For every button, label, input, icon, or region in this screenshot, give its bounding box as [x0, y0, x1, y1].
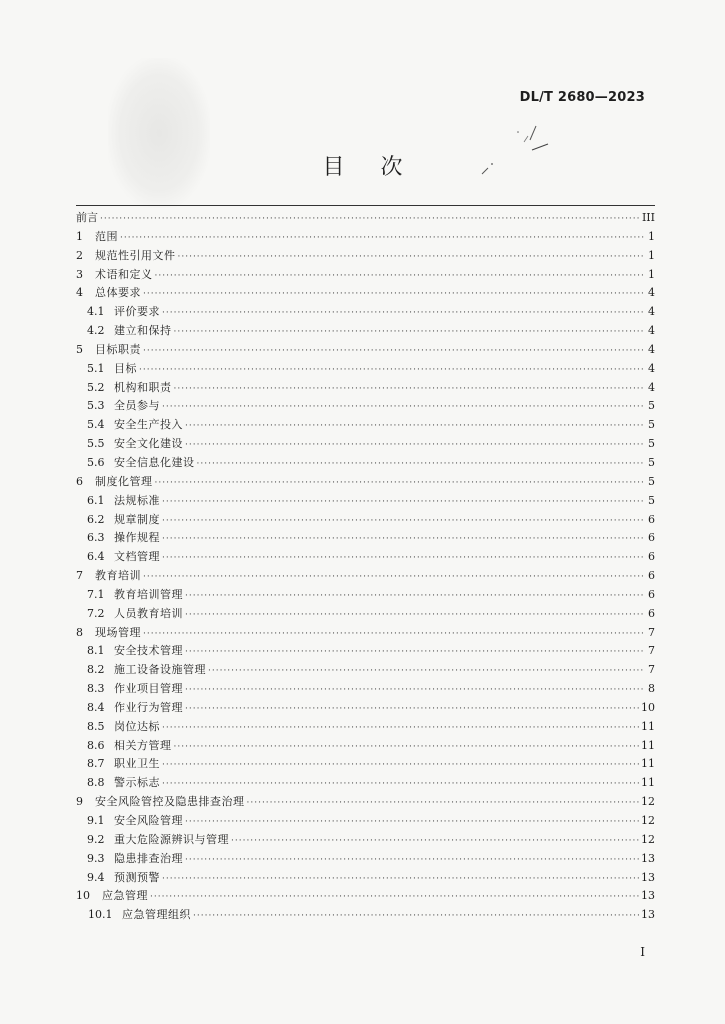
- toc-entry[interactable]: [76, 209, 655, 228]
- toc-entry-page: 6: [648, 587, 655, 601]
- dot-leader: [143, 568, 645, 587]
- dot-leader: [185, 851, 639, 870]
- toc-entry-page: 11: [641, 776, 655, 790]
- toc-entry-number: 4.1: [87, 305, 105, 319]
- toc-entry-page: 13: [641, 870, 655, 884]
- dot-leader: [162, 870, 639, 889]
- toc-entry[interactable]: [76, 341, 655, 360]
- toc-entry-label: 现场管理: [95, 625, 141, 639]
- toc-entry[interactable]: [76, 397, 655, 416]
- toc-entry[interactable]: [76, 567, 655, 586]
- toc-entry-label: 重大危险源辨识与管理: [114, 832, 229, 846]
- dot-leader: [143, 625, 645, 644]
- dot-leader: [143, 285, 645, 304]
- dot-leader: [185, 643, 645, 662]
- page-number: I: [640, 945, 645, 959]
- toc-entry-page: 4: [648, 324, 655, 338]
- toc-entry-label: 文档管理: [114, 550, 160, 564]
- toc-entry-label: 目标职责: [95, 342, 141, 356]
- toc-entry-number: 5.2: [87, 380, 105, 394]
- document-code: DL/T 2680—2023: [519, 90, 645, 105]
- dot-leader: [162, 756, 639, 775]
- dot-leader: [139, 361, 645, 380]
- toc-entry-number: 7.1: [87, 587, 105, 601]
- toc-entry[interactable]: [76, 887, 655, 906]
- toc-entry-page: 11: [641, 738, 655, 752]
- toc-entry-page: 5: [648, 399, 655, 413]
- toc-entry-label: 教育培训: [95, 569, 141, 583]
- toc-entry-number: 5: [76, 342, 83, 356]
- dot-leader: [162, 398, 645, 417]
- toc-entry-number: 8.8: [87, 776, 105, 790]
- toc-entry-label: 安全生产投入: [114, 418, 183, 432]
- dot-leader: [247, 794, 640, 813]
- dot-leader: [150, 888, 639, 907]
- toc-entry-page: 13: [641, 908, 655, 922]
- toc-entry-page: 13: [641, 851, 655, 865]
- toc-entry[interactable]: [76, 661, 655, 680]
- dot-leader: [185, 681, 645, 700]
- toc-entry-label: 相关方管理: [114, 738, 172, 752]
- toc-entry-number: 2: [76, 248, 83, 262]
- toc-entry-page: 10: [641, 700, 655, 714]
- toc-entry-label: 制度化管理: [95, 474, 153, 488]
- toc-entry-page: 12: [641, 795, 655, 809]
- toc-entry-number: 9.1: [87, 814, 105, 827]
- toc-entry-number: 5.6: [87, 455, 105, 469]
- toc-entry[interactable]: [76, 322, 655, 341]
- toc-entry-page: 1: [648, 229, 655, 243]
- toc-entry-label: 规章制度: [114, 512, 160, 526]
- toc-entry-page: 11: [641, 757, 655, 771]
- dot-leader: [162, 304, 645, 323]
- toc-entry-label: 法规标准: [114, 493, 160, 507]
- dot-leader: [193, 907, 639, 926]
- dot-leader: [174, 323, 646, 342]
- toc-entry[interactable]: [76, 869, 655, 888]
- toc-entry[interactable]: [76, 360, 655, 379]
- title-rule: [76, 205, 655, 206]
- toc-entry[interactable]: [76, 586, 655, 605]
- dot-leader: [155, 474, 646, 493]
- toc-entry-page: 5: [648, 474, 655, 488]
- dot-leader: [185, 606, 645, 625]
- toc-entry-page: 4: [648, 342, 655, 356]
- toc-entry-label: 范围: [95, 229, 118, 243]
- faded-stamp-mark: [108, 58, 210, 208]
- dot-leader: [185, 700, 639, 719]
- toc-entry[interactable]: [76, 548, 655, 567]
- toc-entry-page: 6: [648, 569, 655, 583]
- toc-entry-page: 6: [648, 606, 655, 620]
- toc-entry-number: 8: [76, 625, 83, 639]
- toc-entry-page: 4: [648, 380, 655, 394]
- toc-entry[interactable]: [76, 737, 655, 756]
- toc-entry[interactable]: [76, 774, 655, 793]
- toc-entry-label: 安全文化建设: [114, 437, 183, 451]
- toc-entry[interactable]: [76, 529, 655, 548]
- toc-entry-label: 安全风险管理: [114, 814, 183, 827]
- toc-entry-label: 目标: [114, 361, 137, 375]
- toc-entry-number: 9.2: [87, 832, 105, 846]
- toc-entry-label: 应急管理: [102, 889, 148, 903]
- toc-entry-number: 6.3: [87, 531, 105, 545]
- toc-entry-label: 评价要求: [114, 305, 160, 319]
- toc-entry-number: 8.6: [87, 738, 105, 752]
- toc-entry[interactable]: [76, 473, 655, 492]
- toc-entry-page: 7: [648, 663, 655, 677]
- toc-entry[interactable]: [76, 624, 655, 643]
- dot-leader: [231, 832, 639, 851]
- toc-entry-page: III: [641, 211, 655, 224]
- toc-entry-number: 9: [76, 795, 83, 809]
- dot-leader: [197, 455, 646, 474]
- toc-entry-page: 12: [641, 814, 655, 827]
- toc-entry-page: 7: [648, 625, 655, 639]
- toc-entry-number: 5.5: [87, 437, 105, 451]
- toc-entry[interactable]: [76, 906, 655, 925]
- toc-entry-number: 10.1: [88, 908, 113, 922]
- toc-entry-label: 作业行为管理: [114, 700, 183, 714]
- dot-leader: [162, 775, 639, 794]
- toc-entry-label: 总体要求: [95, 286, 141, 300]
- toc-entry[interactable]: [76, 266, 655, 285]
- dot-leader: [185, 587, 645, 606]
- toc-entry-label: 隐患排查治理: [114, 851, 183, 865]
- toc-entry-number: 7.2: [87, 606, 105, 620]
- toc-entry-label: 规范性引用文件: [95, 248, 176, 262]
- toc-entry-label: 应急管理组织: [122, 908, 191, 922]
- dot-leader: [155, 267, 646, 286]
- toc-entry[interactable]: [76, 755, 655, 774]
- toc-entry-page: 1: [648, 267, 655, 281]
- toc-entry-label: 建立和保持: [114, 324, 172, 338]
- toc-entry-label: 全员参与: [114, 399, 160, 413]
- toc-entry[interactable]: [76, 416, 655, 435]
- dot-leader: [178, 248, 646, 267]
- toc-entry-page: 7: [648, 644, 655, 658]
- dot-leader: [185, 813, 639, 832]
- toc-entry-number: 8.4: [87, 700, 105, 714]
- toc-entry-number: 8.7: [87, 757, 105, 771]
- toc-entry-page: 5: [648, 455, 655, 469]
- toc-entry-page: 5: [648, 418, 655, 432]
- toc-entry-number: 7: [76, 569, 83, 583]
- toc-entry[interactable]: [76, 435, 655, 454]
- toc-entry[interactable]: [76, 228, 655, 247]
- dot-leader: [162, 549, 645, 568]
- toc-entry[interactable]: [76, 642, 655, 661]
- toc-entry-number: 10: [76, 889, 90, 903]
- toc-entry-label: 机构和职责: [114, 380, 172, 394]
- toc-entry-number: 6.4: [87, 550, 105, 564]
- toc-entry-number: 9.4: [87, 870, 105, 884]
- toc-entry-page: 5: [648, 493, 655, 507]
- toc-entry-page: 4: [648, 361, 655, 375]
- dot-leader: [162, 512, 645, 531]
- toc-entry-number: 8.2: [87, 663, 105, 677]
- toc-entry-number: 6.1: [87, 493, 105, 507]
- toc-entry[interactable]: [76, 379, 655, 398]
- toc-entry[interactable]: [76, 812, 655, 831]
- toc-entry-label: 预测预警: [114, 870, 160, 884]
- toc-entry-label: 职业卫生: [114, 757, 160, 771]
- toc-entry-number: 5.3: [87, 399, 105, 413]
- toc-entry[interactable]: [76, 831, 655, 850]
- toc-entry-label: 教育培训管理: [114, 587, 183, 601]
- toc-entry[interactable]: [76, 247, 655, 266]
- toc-entry-label: 安全技术管理: [114, 644, 183, 658]
- toc-entry[interactable]: [76, 793, 655, 812]
- toc-entry-number: 6.2: [87, 512, 105, 526]
- toc-entry-number: 8.5: [87, 719, 105, 733]
- toc-entry[interactable]: [76, 303, 655, 322]
- toc-entry-page: 12: [641, 832, 655, 846]
- toc-entry-page: 1: [648, 248, 655, 262]
- toc-entry-page: 6: [648, 550, 655, 564]
- toc-entry-number: 8.1: [87, 644, 105, 658]
- toc-entry-label: 施工设备设施管理: [114, 663, 206, 677]
- toc-entry-number: 9.3: [87, 851, 105, 865]
- toc-entry[interactable]: [76, 454, 655, 473]
- toc-entry[interactable]: [76, 699, 655, 718]
- dot-leader: [185, 436, 645, 455]
- toc-entry-number: 3: [76, 267, 83, 281]
- dot-leader: [162, 530, 645, 549]
- dot-leader: [174, 738, 640, 757]
- toc-entry-label: 作业项目管理: [114, 682, 183, 696]
- toc-entry-label: 人员教育培训: [114, 606, 183, 620]
- toc-entry-label: 术语和定义: [95, 267, 153, 281]
- toc-entry-page: 5: [648, 437, 655, 451]
- toc-entry-number: 8.3: [87, 682, 105, 696]
- toc-entry-number: 前言: [76, 211, 98, 224]
- toc-entry-page: 11: [641, 719, 655, 733]
- toc-entry[interactable]: [76, 718, 655, 737]
- table-of-contents: [76, 209, 655, 925]
- toc-entry[interactable]: [76, 511, 655, 530]
- dot-leader: [143, 342, 645, 361]
- toc-entry-number: 5.1: [87, 361, 105, 375]
- dot-leader: [185, 417, 645, 436]
- dot-leader: [120, 229, 645, 248]
- toc-entry-page: 8: [648, 682, 655, 696]
- toc-entry-number: 5.4: [87, 418, 105, 432]
- toc-entry-label: 操作规程: [114, 531, 160, 545]
- toc-entry-page: 4: [648, 286, 655, 300]
- dot-leader: [208, 662, 645, 681]
- toc-title: 目次: [322, 155, 439, 180]
- toc-entry-number: 4: [76, 286, 83, 300]
- toc-entry[interactable]: [76, 492, 655, 511]
- dot-leader: [162, 719, 639, 738]
- toc-entry-page: 4: [648, 305, 655, 319]
- dot-leader: [100, 210, 640, 229]
- toc-entry-number: 4.2: [87, 324, 105, 338]
- toc-entry[interactable]: [76, 680, 655, 699]
- dot-leader: [174, 380, 646, 399]
- toc-entry[interactable]: [76, 605, 655, 624]
- toc-entry-page: 13: [641, 889, 655, 903]
- toc-entry-label: 安全风险管控及隐患排查治理: [95, 795, 245, 809]
- toc-entry-number: 6: [76, 474, 83, 488]
- toc-entry-page: 6: [648, 512, 655, 526]
- toc-entry-page: 6: [648, 531, 655, 545]
- dot-leader: [162, 493, 645, 512]
- toc-entry[interactable]: [76, 850, 655, 869]
- toc-entry-label: 警示标志: [114, 776, 160, 790]
- toc-entry[interactable]: [76, 284, 655, 303]
- toc-entry-label: 岗位达标: [114, 719, 160, 733]
- toc-entry-label: 安全信息化建设: [114, 455, 195, 469]
- toc-entry-number: 1: [76, 229, 83, 243]
